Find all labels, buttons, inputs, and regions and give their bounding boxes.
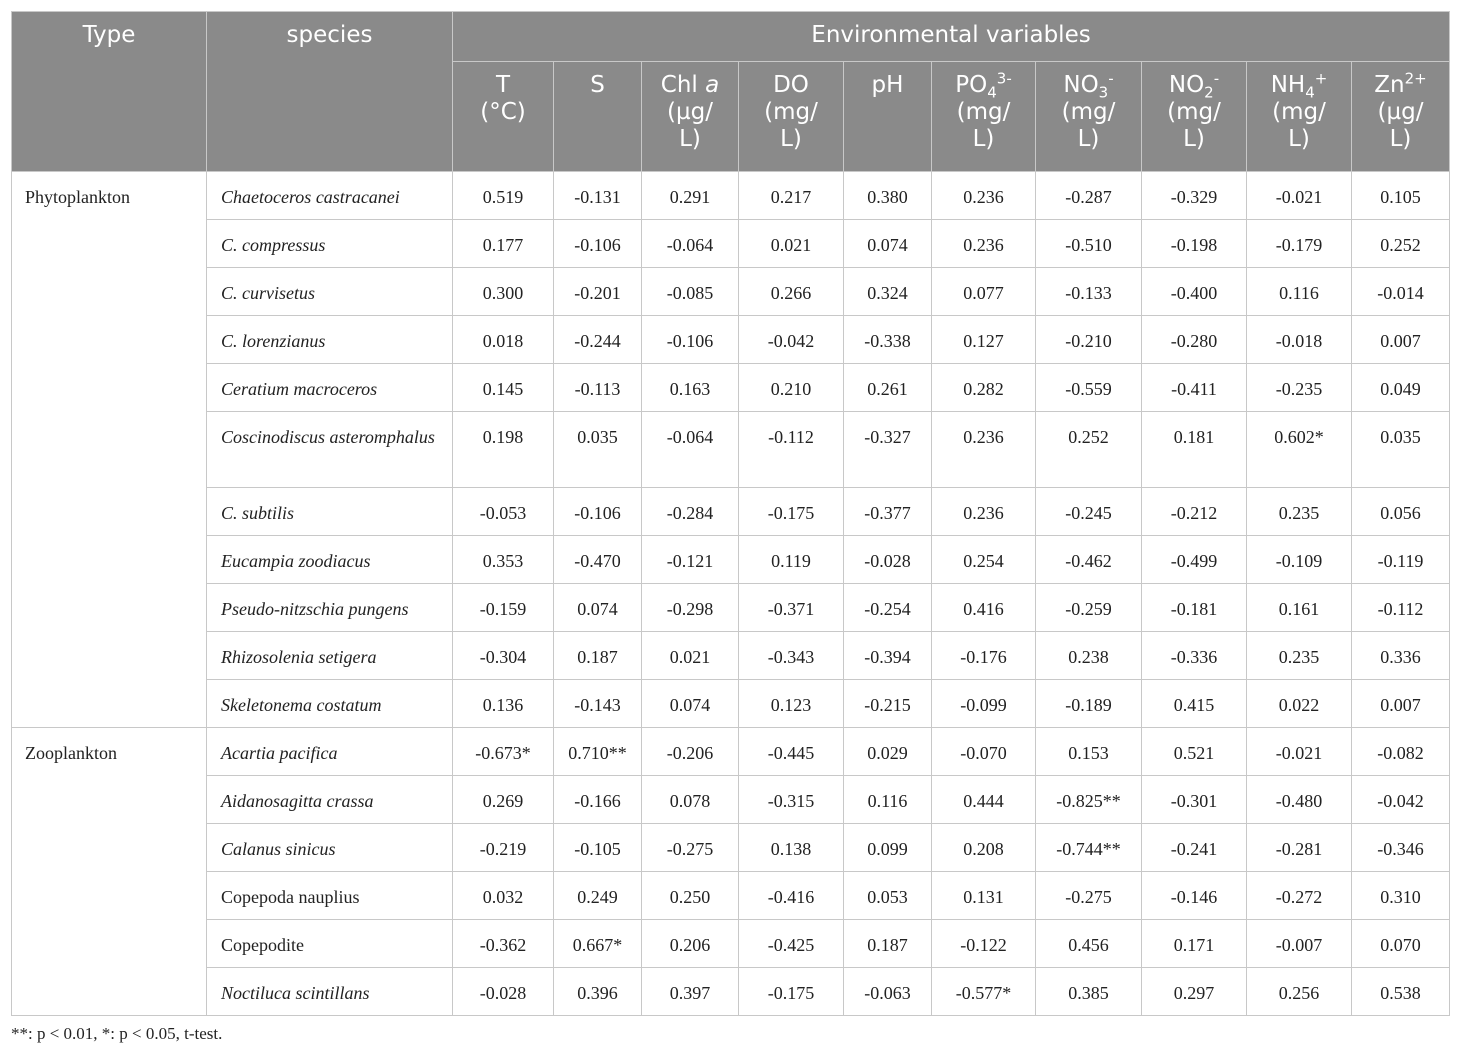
species-cell: C. lorenzianus	[207, 316, 453, 364]
species-cell: Eucampia zoodiacus	[207, 536, 453, 584]
table-header	[12, 12, 1450, 172]
type-cell: Zooplankton	[12, 728, 207, 1016]
header-variable	[932, 62, 1036, 172]
variable-unit: (mg/	[1167, 99, 1221, 125]
value-cell: -0.106	[642, 316, 739, 364]
value-cell: -0.122	[932, 920, 1036, 968]
variable-superscript: +	[1314, 69, 1328, 88]
value-cell: 0.415	[1142, 680, 1247, 728]
variable-unit-cont: L)	[679, 126, 701, 152]
value-cell: 0.324	[844, 268, 932, 316]
variable-name	[936, 69, 1031, 102]
species-cell: Calanus sinicus	[207, 824, 453, 872]
value-cell: -0.198	[1142, 220, 1247, 268]
value-cell: 0.397	[642, 968, 739, 1016]
value-cell: -0.099	[932, 680, 1036, 728]
variable-unit: (µg/	[1377, 99, 1424, 125]
value-cell: -0.510	[1036, 220, 1142, 268]
value-cell: -0.411	[1142, 364, 1247, 412]
value-cell: 0.236	[932, 412, 1036, 488]
value-cell: 0.078	[642, 776, 739, 824]
value-cell: -0.462	[1036, 536, 1142, 584]
value-cell: -0.119	[1352, 536, 1450, 584]
table-row	[12, 632, 1450, 680]
value-cell: 0.119	[739, 536, 844, 584]
value-cell: -0.053	[453, 488, 554, 536]
table-row	[12, 364, 1450, 412]
value-cell: 0.444	[932, 776, 1036, 824]
value-cell: 0.070	[1352, 920, 1450, 968]
value-cell: 0.256	[1247, 968, 1352, 1016]
value-cell: -0.028	[453, 968, 554, 1016]
variable-superscript: -	[1108, 69, 1114, 88]
value-cell: -0.825**	[1036, 776, 1142, 824]
value-cell: 0.035	[554, 412, 642, 488]
value-cell: 0.074	[844, 220, 932, 268]
value-cell: -0.133	[1036, 268, 1142, 316]
header-species: species	[207, 12, 453, 172]
species-cell: Skeletonema costatum	[207, 680, 453, 728]
variable-name	[1040, 69, 1137, 102]
table-row	[12, 680, 1450, 728]
value-cell: 0.163	[642, 364, 739, 412]
value-cell: 0.187	[844, 920, 932, 968]
value-cell: -0.112	[739, 412, 844, 488]
value-cell: 0.710**	[554, 728, 642, 776]
value-cell: 0.021	[739, 220, 844, 268]
variable-symbol: NH	[1270, 72, 1306, 98]
value-cell: 0.123	[739, 680, 844, 728]
species-cell: Noctiluca scintillans	[207, 968, 453, 1016]
value-cell: -0.281	[1247, 824, 1352, 872]
value-cell: -0.343	[739, 632, 844, 680]
variable-symbol: NO	[1063, 72, 1099, 98]
table-row	[12, 872, 1450, 920]
value-cell: -0.189	[1036, 680, 1142, 728]
value-cell: 0.310	[1352, 872, 1450, 920]
variable-name	[457, 72, 549, 99]
value-cell: -0.113	[554, 364, 642, 412]
value-cell: 0.456	[1036, 920, 1142, 968]
value-cell: 0.235	[1247, 488, 1352, 536]
value-cell: -0.287	[1036, 172, 1142, 220]
value-cell: -0.577*	[932, 968, 1036, 1016]
value-cell: -0.206	[642, 728, 739, 776]
variable-symbol: Zn	[1374, 72, 1405, 98]
value-cell: -0.085	[642, 268, 739, 316]
value-cell: -0.179	[1247, 220, 1352, 268]
header-variable	[1247, 62, 1352, 172]
header-variable	[1142, 62, 1247, 172]
value-cell: 0.252	[1352, 220, 1450, 268]
value-cell: 0.236	[932, 172, 1036, 220]
header-variable	[739, 62, 844, 172]
value-cell: 0.007	[1352, 316, 1450, 364]
value-cell: 0.177	[453, 220, 554, 268]
value-cell: -0.064	[642, 220, 739, 268]
variable-symbol-italic: a	[705, 72, 720, 98]
value-cell: -0.215	[844, 680, 932, 728]
value-cell: -0.371	[739, 584, 844, 632]
value-cell: 0.053	[844, 872, 932, 920]
species-cell: Pseudo-nitzschia pungens	[207, 584, 453, 632]
variable-name	[646, 72, 734, 99]
value-cell: -0.673*	[453, 728, 554, 776]
value-cell: -0.014	[1352, 268, 1450, 316]
variable-subscript: 3	[1098, 83, 1109, 102]
value-cell: 0.029	[844, 728, 932, 776]
variable-superscript: 2+	[1404, 69, 1427, 88]
header-variable	[1352, 62, 1450, 172]
value-cell: 0.032	[453, 872, 554, 920]
header-variable	[642, 62, 739, 172]
value-cell: 0.269	[453, 776, 554, 824]
value-cell: 0.021	[642, 632, 739, 680]
variable-superscript: -	[1213, 69, 1220, 88]
value-cell: -0.362	[453, 920, 554, 968]
value-cell: 0.519	[453, 172, 554, 220]
value-cell: 0.217	[739, 172, 844, 220]
variable-symbol: T	[495, 72, 511, 98]
value-cell: 0.353	[453, 536, 554, 584]
correlation-table-container	[11, 11, 1449, 1016]
value-cell: -0.131	[554, 172, 642, 220]
value-cell: -0.245	[1036, 488, 1142, 536]
variable-unit-cont: L)	[1077, 126, 1100, 152]
variable-unit-cont: L)	[1183, 126, 1205, 152]
value-cell: -0.336	[1142, 632, 1247, 680]
value-cell: 0.127	[932, 316, 1036, 364]
value-cell: 0.380	[844, 172, 932, 220]
value-cell: 0.385	[1036, 968, 1142, 1016]
table-row	[12, 968, 1450, 1016]
value-cell: 0.171	[1142, 920, 1247, 968]
value-cell: -0.272	[1247, 872, 1352, 920]
value-cell: -0.275	[1036, 872, 1142, 920]
value-cell: 0.266	[739, 268, 844, 316]
variable-unit: (°C)	[480, 99, 526, 125]
value-cell: -0.244	[554, 316, 642, 364]
value-cell: 0.300	[453, 268, 554, 316]
value-cell: -0.304	[453, 632, 554, 680]
table-row	[12, 412, 1450, 488]
value-cell: -0.338	[844, 316, 932, 364]
value-cell: -0.470	[554, 536, 642, 584]
value-cell: -0.121	[642, 536, 739, 584]
table-body	[12, 172, 1450, 1016]
value-cell: -0.109	[1247, 536, 1352, 584]
table-row	[12, 584, 1450, 632]
correlation-table	[11, 11, 1450, 1016]
value-cell: -0.210	[1036, 316, 1142, 364]
value-cell: 0.138	[739, 824, 844, 872]
variable-symbol: S	[590, 72, 605, 98]
variable-unit-cont: L)	[780, 126, 802, 152]
value-cell: 0.238	[1036, 632, 1142, 680]
value-cell: -0.298	[642, 584, 739, 632]
value-cell: -0.105	[554, 824, 642, 872]
value-cell: 0.136	[453, 680, 554, 728]
value-cell: 0.235	[1247, 632, 1352, 680]
value-cell: 0.187	[554, 632, 642, 680]
value-cell: -0.028	[844, 536, 932, 584]
value-cell: -0.175	[739, 968, 844, 1016]
value-cell: 0.022	[1247, 680, 1352, 728]
value-cell: 0.396	[554, 968, 642, 1016]
value-cell: -0.416	[739, 872, 844, 920]
value-cell: -0.327	[844, 412, 932, 488]
value-cell: -0.018	[1247, 316, 1352, 364]
value-cell: -0.212	[1142, 488, 1247, 536]
variable-subscript: 4	[1305, 83, 1315, 102]
variable-unit: (µg/	[667, 99, 713, 125]
variable-superscript: 3-	[996, 69, 1012, 88]
species-cell: C. compressus	[207, 220, 453, 268]
table-footnote: **: p < 0.01, *: p < 0.05, t-test.	[11, 1024, 223, 1043]
species-cell: Ceratium macroceros	[207, 364, 453, 412]
table-row	[12, 172, 1450, 220]
value-cell: -0.201	[554, 268, 642, 316]
value-cell: -0.106	[554, 220, 642, 268]
value-cell: -0.744**	[1036, 824, 1142, 872]
value-cell: 0.261	[844, 364, 932, 412]
value-cell: 0.056	[1352, 488, 1450, 536]
value-cell: 0.131	[932, 872, 1036, 920]
value-cell: 0.254	[932, 536, 1036, 584]
variable-name	[743, 72, 839, 99]
variable-subscript: 2	[1204, 83, 1214, 102]
variable-unit: (mg/	[1272, 99, 1326, 125]
species-cell: Copepodite	[207, 920, 453, 968]
variable-unit-cont: L)	[1389, 126, 1412, 152]
variable-name	[1251, 69, 1347, 102]
value-cell: 0.538	[1352, 968, 1450, 1016]
header-variable	[844, 62, 932, 172]
variable-symbol: PO	[955, 72, 988, 98]
table-row	[12, 776, 1450, 824]
value-cell: 0.077	[932, 268, 1036, 316]
table-row	[12, 536, 1450, 584]
value-cell: -0.070	[932, 728, 1036, 776]
value-cell: -0.181	[1142, 584, 1247, 632]
value-cell: -0.176	[932, 632, 1036, 680]
value-cell: -0.112	[1352, 584, 1450, 632]
value-cell: -0.400	[1142, 268, 1247, 316]
value-cell: -0.146	[1142, 872, 1247, 920]
value-cell: -0.280	[1142, 316, 1247, 364]
value-cell: -0.007	[1247, 920, 1352, 968]
value-cell: -0.284	[642, 488, 739, 536]
table-row	[12, 824, 1450, 872]
variable-unit-cont: L)	[972, 126, 995, 152]
value-cell: 0.105	[1352, 172, 1450, 220]
value-cell: 0.236	[932, 220, 1036, 268]
variable-symbol: pH	[871, 72, 904, 98]
header-type: Type	[12, 12, 207, 172]
table-row	[12, 488, 1450, 536]
value-cell: -0.082	[1352, 728, 1450, 776]
value-cell: -0.143	[554, 680, 642, 728]
value-cell: 0.074	[642, 680, 739, 728]
species-cell: Chaetoceros castracanei	[207, 172, 453, 220]
value-cell: -0.166	[554, 776, 642, 824]
value-cell: 0.161	[1247, 584, 1352, 632]
value-cell: 0.250	[642, 872, 739, 920]
value-cell: -0.064	[642, 412, 739, 488]
value-cell: -0.241	[1142, 824, 1247, 872]
value-cell: -0.219	[453, 824, 554, 872]
value-cell: 0.336	[1352, 632, 1450, 680]
species-cell: Coscinodiscus asteromphalus	[207, 412, 453, 488]
variable-symbol: DO	[773, 72, 809, 98]
value-cell: -0.021	[1247, 728, 1352, 776]
value-cell: 0.252	[1036, 412, 1142, 488]
value-cell: 0.210	[739, 364, 844, 412]
value-cell: 0.282	[932, 364, 1036, 412]
header-variable	[453, 62, 554, 172]
variable-name	[848, 72, 927, 99]
species-cell: Rhizosolenia setigera	[207, 632, 453, 680]
value-cell: 0.521	[1142, 728, 1247, 776]
value-cell: -0.275	[642, 824, 739, 872]
value-cell: 0.198	[453, 412, 554, 488]
value-cell: -0.499	[1142, 536, 1247, 584]
table-row	[12, 316, 1450, 364]
variable-symbol: NO	[1168, 72, 1205, 98]
value-cell: 0.035	[1352, 412, 1450, 488]
type-cell: Phytoplankton	[12, 172, 207, 728]
value-cell: -0.329	[1142, 172, 1247, 220]
value-cell: 0.236	[932, 488, 1036, 536]
value-cell: 0.416	[932, 584, 1036, 632]
value-cell: 0.249	[554, 872, 642, 920]
species-cell: Copepoda nauplius	[207, 872, 453, 920]
variable-name	[1146, 69, 1242, 102]
header-variable	[1036, 62, 1142, 172]
value-cell: -0.254	[844, 584, 932, 632]
value-cell: 0.291	[642, 172, 739, 220]
variable-unit: (mg/	[1061, 99, 1116, 125]
value-cell: 0.667*	[554, 920, 642, 968]
value-cell: 0.206	[642, 920, 739, 968]
value-cell: -0.559	[1036, 364, 1142, 412]
value-cell: -0.021	[1247, 172, 1352, 220]
value-cell: -0.301	[1142, 776, 1247, 824]
value-cell: 0.208	[932, 824, 1036, 872]
value-cell: 0.049	[1352, 364, 1450, 412]
value-cell: -0.106	[554, 488, 642, 536]
value-cell: 0.074	[554, 584, 642, 632]
value-cell: -0.259	[1036, 584, 1142, 632]
variable-unit-cont: L)	[1288, 126, 1310, 152]
value-cell: -0.346	[1352, 824, 1450, 872]
value-cell: -0.445	[739, 728, 844, 776]
value-cell: 0.018	[453, 316, 554, 364]
value-cell: -0.480	[1247, 776, 1352, 824]
value-cell: -0.394	[844, 632, 932, 680]
value-cell: 0.181	[1142, 412, 1247, 488]
value-cell: 0.602*	[1247, 412, 1352, 488]
value-cell: 0.145	[453, 364, 554, 412]
value-cell: -0.042	[1352, 776, 1450, 824]
variable-name	[558, 72, 637, 99]
value-cell: -0.159	[453, 584, 554, 632]
value-cell: -0.235	[1247, 364, 1352, 412]
variable-unit: (mg/	[956, 99, 1011, 125]
species-cell: Acartia pacifica	[207, 728, 453, 776]
value-cell: -0.042	[739, 316, 844, 364]
value-cell: 0.297	[1142, 968, 1247, 1016]
value-cell: 0.116	[1247, 268, 1352, 316]
species-cell: C. curvisetus	[207, 268, 453, 316]
table-row	[12, 920, 1450, 968]
species-cell: C. subtilis	[207, 488, 453, 536]
value-cell: -0.315	[739, 776, 844, 824]
header-variable	[554, 62, 642, 172]
value-cell: -0.063	[844, 968, 932, 1016]
variable-unit: (mg/	[764, 99, 818, 125]
table-row	[12, 728, 1450, 776]
variable-subscript: 4	[987, 83, 997, 102]
value-cell: 0.007	[1352, 680, 1450, 728]
variable-name	[1356, 69, 1445, 99]
header-environmental-variables: Environmental variables	[453, 12, 1450, 62]
value-cell: -0.377	[844, 488, 932, 536]
table-row	[12, 268, 1450, 316]
table-row	[12, 220, 1450, 268]
variable-symbol: Chl	[660, 72, 706, 98]
value-cell: 0.099	[844, 824, 932, 872]
species-cell: Aidanosagitta crassa	[207, 776, 453, 824]
value-cell: -0.425	[739, 920, 844, 968]
value-cell: -0.175	[739, 488, 844, 536]
value-cell: 0.153	[1036, 728, 1142, 776]
value-cell: 0.116	[844, 776, 932, 824]
